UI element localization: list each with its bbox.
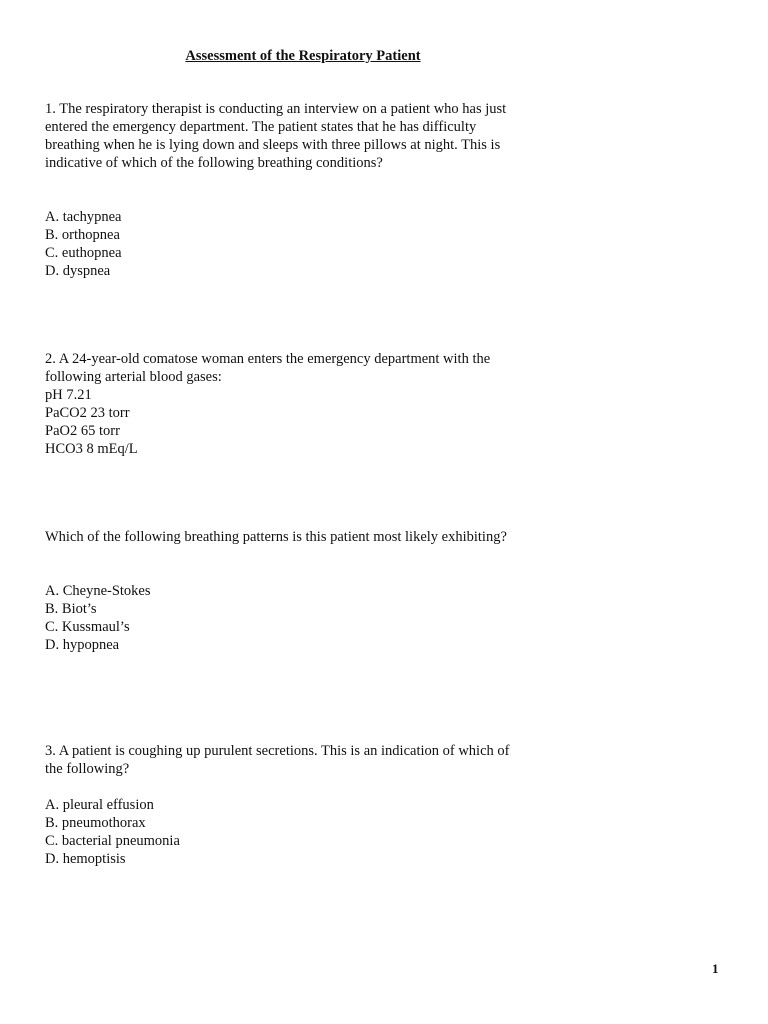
page-number: 1 [712, 961, 719, 976]
answer-option: A. Cheyne-Stokes [45, 583, 151, 599]
answer-option: B. Biot’s [45, 601, 97, 617]
question-1-options [45, 208, 565, 280]
question-2-stem [45, 350, 565, 458]
question-1-stem-line: breathing when he is lying down and sleeps with three pillows at night. This is [45, 137, 501, 153]
question-1-stem-line: 1. The respiratory therapist is conducting an interview on a patient who has just [45, 101, 507, 117]
answer-option: B. pneumothorax [45, 815, 146, 831]
question-3-stem-line: 3. A patient is coughing up purulent secretions. This is an indication of which of [45, 743, 510, 759]
answer-option: D. hypopnea [45, 637, 120, 653]
question-3-stem-line: the following? [45, 761, 130, 777]
abg-value-paco2: PaCO2 23 torr [45, 405, 130, 421]
answer-option: D. dyspnea [45, 263, 111, 279]
question-2-prompt-text: Which of the following breathing patterns is this patient most likely exhibiting? [45, 529, 507, 545]
document-title: Assessment of the Respiratory Patient [185, 48, 421, 64]
answer-option: C. Kussmaul’s [45, 619, 130, 635]
question-1-stem-line: entered the emergency department. The patient states that he has difficulty [45, 119, 477, 135]
answer-option: C. euthopnea [45, 245, 122, 261]
abg-value-pao2: PaO2 65 torr [45, 423, 120, 439]
answer-option: A. tachypnea [45, 209, 122, 225]
question-3-stem [45, 742, 565, 778]
answer-option: C. bacterial pneumonia [45, 833, 180, 849]
question-2-prompt [45, 528, 565, 546]
question-3-options [45, 796, 565, 868]
answer-option: A. pleural effusion [45, 797, 154, 813]
question-2-stem-line: following arterial blood gases: [45, 369, 222, 385]
question-2-stem-line: 2. A 24-year-old comatose woman enters the emergency department with the [45, 351, 491, 367]
answer-option: B. orthopnea [45, 227, 120, 243]
question-1-stem [45, 100, 565, 172]
question-2-options [45, 582, 565, 654]
abg-value-hco3: HCO3 8 mEq/L [45, 441, 138, 457]
answer-option: D. hemoptisis [45, 851, 126, 867]
question-1-stem-line: indicative of which of the following breathing conditions? [45, 155, 383, 171]
abg-value-ph: pH 7.21 [45, 387, 92, 403]
